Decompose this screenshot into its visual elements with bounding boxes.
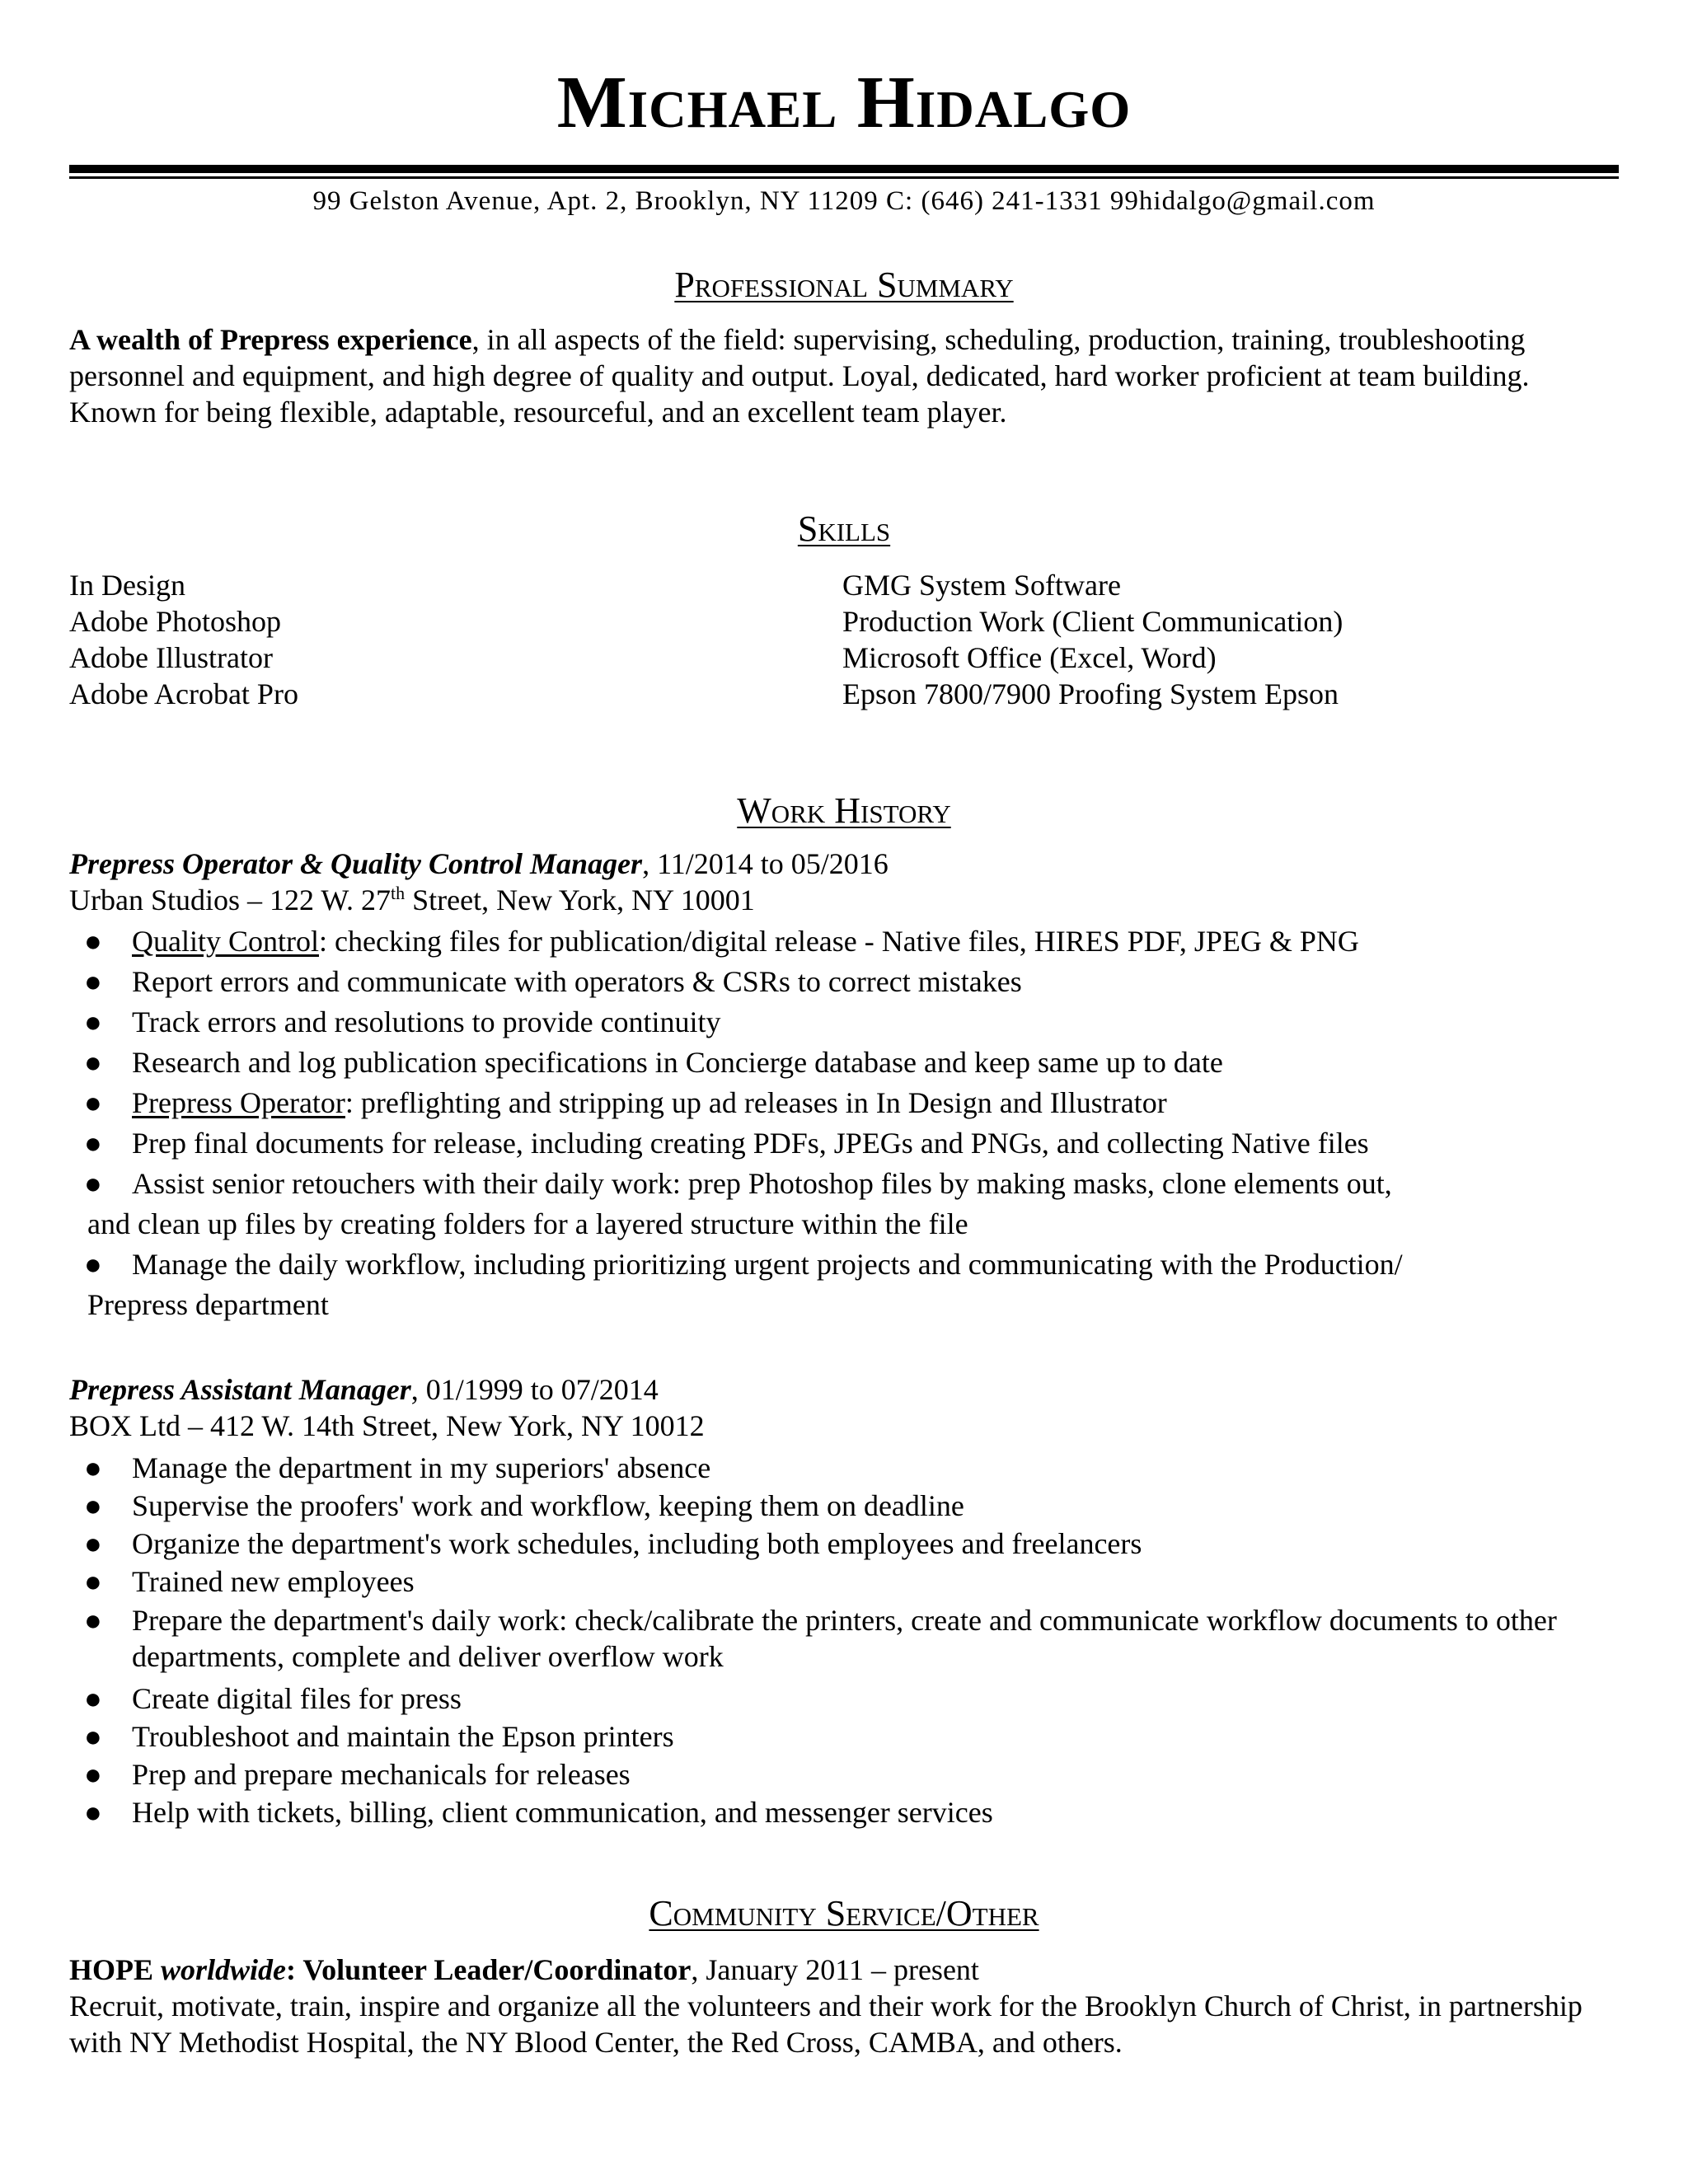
bullet-text: Manage the department in my superiors' absence <box>132 1451 711 1484</box>
job1-role: Prepress Operator & Quality Control Manager <box>69 847 643 880</box>
bullet-text: Help with tickets, billing, client communication, and messenger services <box>132 1796 993 1829</box>
bullet-continuation: Prepress department <box>87 1288 329 1321</box>
bullet-glyph: ● <box>84 1005 102 1038</box>
list-item <box>69 1680 1627 1718</box>
skills-heading: Skills <box>797 509 891 549</box>
bullet-underlined-label: Prepress Operator <box>132 1086 345 1119</box>
bullet-glyph: ● <box>84 1682 102 1715</box>
bullet-text: Troubleshoot and maintain the Epson printers <box>132 1720 674 1753</box>
bullet-text: Create digital files for press <box>132 1682 462 1715</box>
header-rule-thin <box>69 176 1619 179</box>
bullet-text: Assist senior retouchers with their daily work: prep Photoshop files by making masks, clone elements out, <box>132 1167 1392 1200</box>
bullet-text: Report errors and communicate with operators & CSRs to correct mistakes <box>132 965 1022 998</box>
bullet-text: Manage the daily workflow, including prioritizing urgent projects and communicating with the Production/ <box>132 1248 1403 1281</box>
summary-body: , in all aspects of the field: supervising, scheduling, production, training, troubleshooting personnel and equipment, and high degree of quality and output. Loyal, dedicated, hard worker proficient at team building. Known for being flexible, adaptable, resourceful, and an excellent team player. <box>69 323 1530 429</box>
list-item <box>69 1244 1627 1285</box>
list-item <box>69 1123 1627 1164</box>
skills-right-column <box>842 567 1343 712</box>
summary-lead: A wealth of Prepress experience <box>69 323 472 356</box>
list-item <box>69 1602 1627 1675</box>
bullet-glyph: ● <box>84 1527 102 1560</box>
bullet-glyph: ● <box>84 1167 102 1200</box>
bullet-glyph: ● <box>84 1248 102 1281</box>
job2-bullets <box>69 1449 1627 1831</box>
bullet-text: : checking files for publication/digital release - Native files, HIRES PDF, JPEG & PNG <box>319 925 1359 958</box>
job1-location-superscript: th <box>391 883 406 903</box>
bullet-glyph: ● <box>84 1086 102 1119</box>
bullet-glyph: ● <box>84 1758 102 1791</box>
bullet-glyph: ● <box>84 925 102 958</box>
skill-item: In Design <box>69 569 185 602</box>
list-item <box>69 1563 1627 1601</box>
community-role-line <box>69 1952 1619 1988</box>
bullet-text: Research and log publication specifications in Concierge database and keep same up to date <box>132 1046 1223 1079</box>
job2-role: Prepress Assistant Manager <box>69 1373 411 1406</box>
bullet-glyph: ● <box>84 965 102 998</box>
job1-location-text-end: Street, New York, NY 10001 <box>405 883 755 916</box>
community-text: Recruit, motivate, train, inspire and organize all the volunteers and their work for the Brooklyn Church of Christ, in partnership with NY Methodist Hospital, the NY Blood Center, the Red Cross, CAMBA, and others. <box>69 1990 1582 2059</box>
list-item <box>69 1755 1627 1793</box>
list-item <box>69 962 1627 1002</box>
job2-dates: , 01/1999 to 07/2014 <box>410 1373 659 1406</box>
list-item <box>69 1793 1627 1831</box>
summary-text <box>69 321 1619 430</box>
community-dates: , January 2011 – present <box>691 1953 979 1986</box>
bullet-glyph: ● <box>84 1604 102 1637</box>
skill-item: Production Work (Client Communication) <box>842 605 1343 638</box>
skill-item: GMG System Software <box>842 569 1121 602</box>
list-item <box>69 1083 1627 1123</box>
bullet-underlined-label: Quality Control <box>132 925 319 958</box>
job1-location-text: Urban Studios – 122 W. 27 <box>69 883 392 916</box>
community-org: HOPE <box>69 1953 162 1986</box>
bullet-text: : preflighting and stripping up ad releases in In Design and Illustrator <box>345 1086 1167 1119</box>
summary-heading: Professional Summary <box>674 265 1014 305</box>
bullet-text: Organize the department's work schedules, including both employees and freelancers <box>132 1527 1142 1560</box>
bullet-text: Supervise the proofers' work and workflow, keeping them on deadline <box>132 1489 964 1522</box>
bullet-continuation: and clean up files by creating folders for a layered structure within the file <box>87 1207 968 1240</box>
job1-location <box>69 882 1619 918</box>
job1-dates: , 11/2014 to 05/2016 <box>642 847 889 880</box>
bullet-text: Prep and prepare mechanicals for releases <box>132 1758 631 1791</box>
skill-item: Adobe Acrobat Pro <box>69 677 298 710</box>
bullet-glyph: ● <box>84 1796 102 1829</box>
job1-bullets <box>69 921 1627 1325</box>
job2-location: BOX Ltd – 412 W. 14th Street, New York, NY 10012 <box>69 1409 705 1442</box>
skill-item: Epson 7800/7900 Proofing System Epson <box>842 677 1339 710</box>
job1-title-line <box>69 846 1619 882</box>
community-org-italic: worldwide <box>161 1953 287 1986</box>
skill-item: Adobe Photoshop <box>69 605 282 638</box>
job2-title-line <box>69 1371 1619 1408</box>
list-item <box>69 1718 1627 1755</box>
candidate-name: Michael Hidalgo <box>556 62 1132 143</box>
list-item <box>69 1002 1627 1043</box>
bullet-glyph: ● <box>84 1565 102 1598</box>
list-item <box>69 921 1627 962</box>
community-role: : Volunteer Leader/Coordinator <box>286 1953 692 1986</box>
bullet-glyph: ● <box>84 1127 102 1160</box>
list-item <box>69 1043 1627 1083</box>
list-item <box>69 1525 1627 1563</box>
bullet-text: Prepare the department's daily work: check/calibrate the printers, create and communicate workflow documents to other departments, complete and deliver overflow work <box>132 1604 1557 1673</box>
list-item <box>69 1487 1627 1525</box>
bullet-glyph: ● <box>84 1451 102 1484</box>
bullet-glyph: ● <box>84 1720 102 1753</box>
bullet-text: Prep final documents for release, including creating PDFs, JPEGs and PNGs, and collecting Native files <box>132 1127 1369 1160</box>
list-item <box>69 1449 1627 1487</box>
list-item <box>69 1164 1627 1204</box>
skill-item: Adobe Illustrator <box>69 641 273 674</box>
work-history-heading: Work History <box>737 790 951 831</box>
bullet-text: Track errors and resolutions to provide continuity <box>132 1005 721 1038</box>
community-heading: Community Service/Other <box>649 1893 1039 1933</box>
header-rule-thick <box>69 165 1619 173</box>
bullet-glyph: ● <box>84 1046 102 1079</box>
contact-line: 99 Gelston Avenue, Apt. 2, Brooklyn, NY 11209 C: (646) 241-1331 99hidalgo@gmail.com <box>312 186 1376 216</box>
skills-left-column <box>69 567 298 712</box>
bullet-glyph: ● <box>84 1489 102 1522</box>
skill-item: Microsoft Office (Excel, Word) <box>842 641 1217 674</box>
bullet-text: Trained new employees <box>132 1565 415 1598</box>
